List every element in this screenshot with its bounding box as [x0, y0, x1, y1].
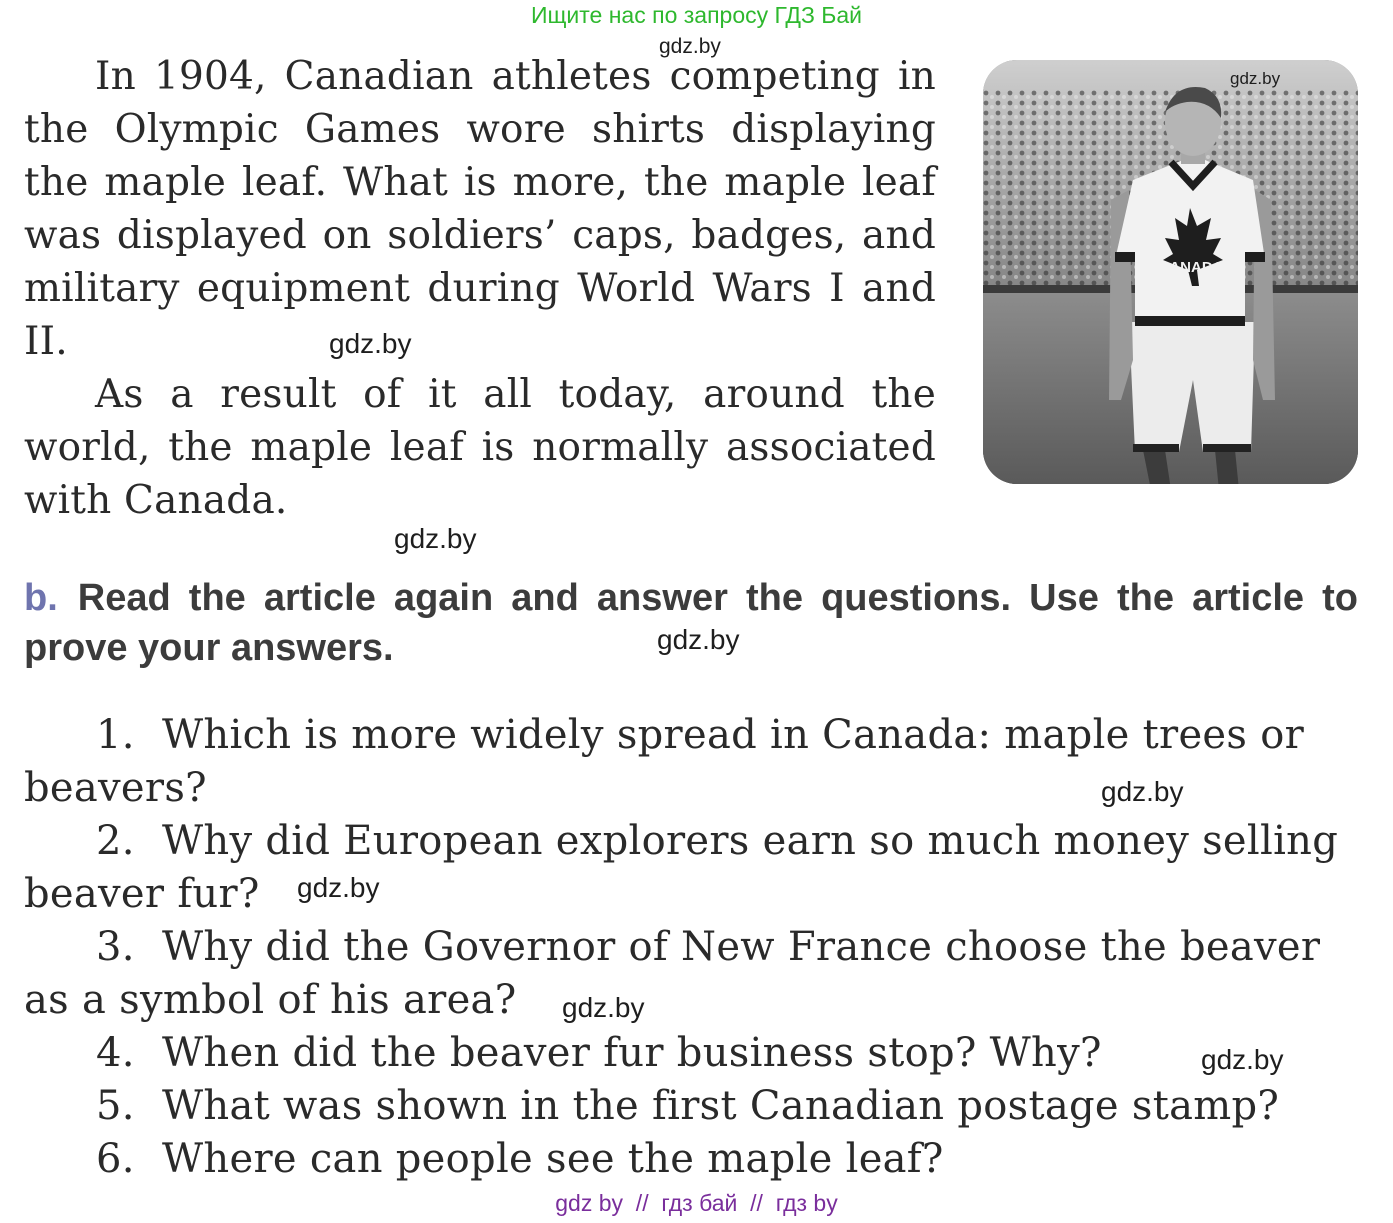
question-text: Where can people see the maple leaf? — [162, 1136, 944, 1182]
watermark: gdz.by — [1101, 776, 1184, 807]
shirt-text: CANADA — [1158, 259, 1224, 276]
watermark: gdz.by — [1201, 1044, 1284, 1075]
footer-watermark: gdz by // гдз бай // гдз by — [555, 1190, 838, 1216]
question-text: When did the beaver fur business stop? Why? — [162, 1030, 1102, 1076]
question-number: 3. — [96, 924, 135, 970]
question-1-continued: beavers? — [24, 765, 207, 811]
question-1 — [96, 709, 1304, 762]
athlete-photo-illustration — [983, 60, 1358, 484]
watermark: gdz.by — [329, 328, 412, 359]
question-3 — [96, 921, 1320, 974]
question-text: What was shown in the first Canadian postage stamp? — [162, 1083, 1280, 1129]
question-number: 5. — [96, 1083, 135, 1129]
question-4 — [96, 1027, 1102, 1080]
question-text: Which is more widely spread in Canada: maple trees or — [162, 712, 1305, 758]
task-text: Read the article again and answer the questions. Use the article to prove your answers. — [24, 577, 1358, 669]
article-paragraph-1: In 1904, Canadian athletes competing in the Olympic Games wore shirts displaying the maple leaf. What is more, the maple leaf was displayed on soldiers’ caps, badges, and military equipment during World Wars I and II. — [24, 54, 936, 364]
watermark: gdz.by — [394, 523, 477, 554]
article-paragraph-2: As a result of it all today, around the world, the maple leaf is normally associated with Canada. — [24, 372, 936, 523]
watermark: gdz.by — [657, 624, 740, 655]
question-2-continued: beaver fur? — [24, 871, 260, 917]
question-number: 2. — [96, 818, 135, 864]
task-letter: b. — [24, 577, 58, 619]
watermark: gdz.by — [562, 992, 645, 1023]
task-instruction — [24, 573, 1358, 673]
question-number: 6. — [96, 1136, 135, 1182]
watermark: gdz.by — [659, 35, 721, 58]
top-banner: Ищите нас по запросу ГДЗ Бай — [530, 2, 863, 28]
athlete-photo — [983, 60, 1358, 484]
question-5 — [96, 1080, 1279, 1133]
question-number: 4. — [96, 1030, 135, 1076]
question-3-continued: as a symbol of his area? — [24, 977, 517, 1023]
question-6 — [96, 1133, 944, 1186]
question-number: 1. — [96, 712, 135, 758]
question-text: Why did European explorers earn so much money selling — [162, 818, 1339, 864]
question-2 — [96, 815, 1338, 868]
photo-watermark: gdz.by — [1230, 69, 1281, 88]
question-text: Why did the Governor of New France choose the beaver — [162, 924, 1321, 970]
watermark: gdz.by — [297, 872, 380, 903]
